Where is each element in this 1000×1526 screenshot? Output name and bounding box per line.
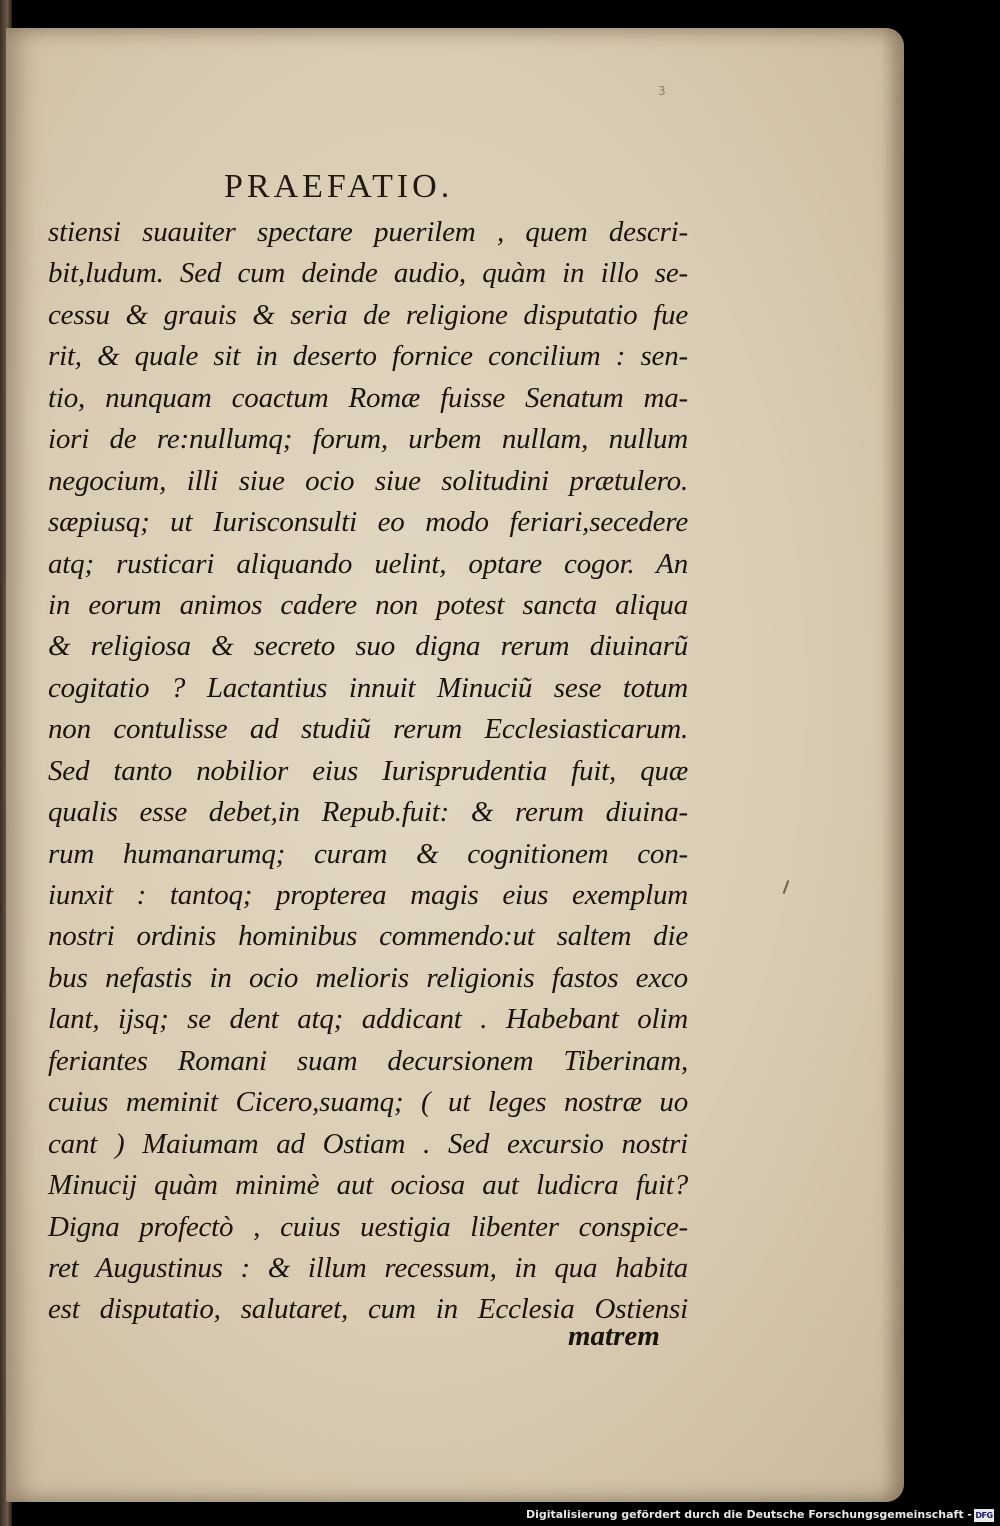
text-line: iunxit : tantoq; propterea magis eius exemplum <box>48 879 688 911</box>
page-mark: 3 <box>658 84 666 98</box>
text-line: ret Augustinus : & illum recessum, in qua habita <box>48 1251 688 1284</box>
text-line: est disputatio, salutaret, cum in Ecclesia Ostiensi <box>48 1293 688 1326</box>
dfg-logo-icon: DFG <box>975 1511 993 1520</box>
page-edge-shadow <box>882 28 904 1502</box>
text-line: Digna profectò , cuius uestigia libenter conspice- <box>48 1210 688 1243</box>
running-head: PRAEFATIO. <box>224 168 454 205</box>
text-line: sæpiusq; ut Iurisconsulti eo modo feriari,secedere <box>48 506 688 539</box>
text-line: qualis esse debet,in Repub.fuit: & rerum diuina- <box>48 796 688 829</box>
text-line: tio, nunquam coactum Romæ fuisse Senatum ma- <box>48 381 688 414</box>
text-line: nostri ordinis hominibus commendo:ut saltem die <box>48 920 688 953</box>
text-line: lant, ijsq; se dent atq; addicant . Habebant olim <box>48 1003 688 1036</box>
text-line: & religiosa & secreto suo digna rerum diuinarũ <box>48 630 688 663</box>
text-line: Sed tanto nobilior eius Iurisprudentia fuit, quæ <box>48 754 688 787</box>
text-line: rit, & quale sit in deserto fornice concilium : sen- <box>48 340 688 373</box>
text-line: cessu & grauis & seria de religione disputatio fue <box>48 298 688 331</box>
text-line: Minucij quàm minimè aut ociosa aut ludicra fuit? <box>48 1169 688 1202</box>
text-line: in eorum animos cadere non potest sancta aliqua <box>48 588 688 621</box>
text-line: iori de re:nullumq; forum, urbem nullam, nullum <box>48 423 688 456</box>
text-line: atq; rusticari aliquando uelint, optare cogor. An <box>48 547 688 580</box>
text-line: rum humanarumq; curam & cognitionem con- <box>48 837 688 870</box>
text-line: cant ) Maiumam ad Ostiam . Sed excursio nostri <box>48 1127 688 1160</box>
text-line: stiensi suauiter spectare puerilem , quem descri- <box>48 216 688 248</box>
catchword: matrem <box>568 1320 660 1352</box>
body-text <box>48 212 688 1331</box>
text-line: feriantes Romani suam decursionem Tiberinam, <box>48 1044 688 1077</box>
text-line: cuius meminit Cicero,suamq; ( ut leges nostræ uo <box>48 1086 688 1119</box>
funding-credit: Digitalisierung gefördert durch die Deutsche Forschungsgemeinschaft - <box>525 1508 972 1521</box>
text-line: cogitatio ? Lactantius innuit Minuciũ sese totum <box>48 671 688 704</box>
text-line: bit,ludum. Sed cum deinde audio, quàm in illo se- <box>48 257 688 290</box>
text-line: bus nefastis in ocio melioris religionis fastos exco <box>48 961 688 994</box>
text-line: non contulisse ad studiũ rerum Ecclesiasticarum. <box>48 713 688 746</box>
text-line: negocium, illi siue ocio siue solitudini prætulero. <box>48 464 688 497</box>
